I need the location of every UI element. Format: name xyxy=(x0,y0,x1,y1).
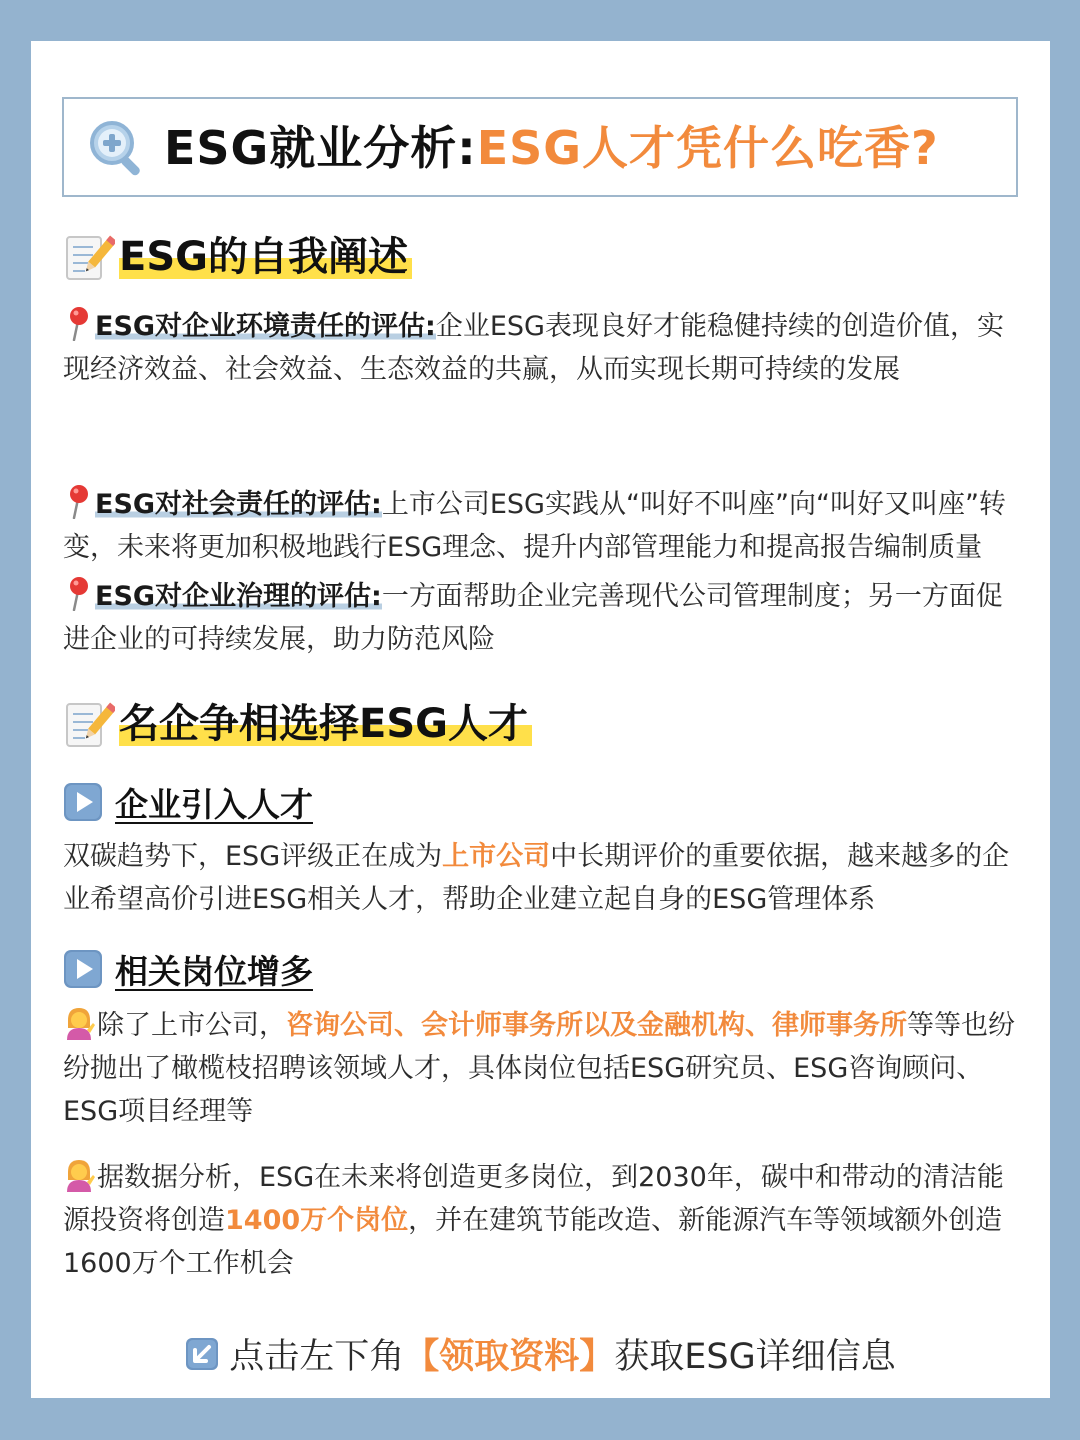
text-segment: 等等也纷纷抛出了橄榄枝招聘该领域人才，具体岗位包括ESG研究员、ESG咨询顾问、ESG项目经理等 xyxy=(63,1010,1015,1127)
item-text: 上市公司ESG实践从“叫好不叫座”向“叫好又叫座”转变，未来将更加积极地践行ESG理念、提升内部管理能力和提高报告编制质量 xyxy=(63,489,1006,563)
item-lead: ESG对社会责任的评估: xyxy=(95,489,382,520)
content-card xyxy=(31,41,1050,1398)
item-text: 一方面帮助企业完善现代公司管理制度；另一方面促进企业的可持续发展，助力防范风险 xyxy=(63,581,1003,655)
page-title xyxy=(164,115,939,181)
text-segment: 中长期评价的重要依据，越来越多的企业希望高价引进ESG相关人才，帮助企业建立起自身的ESG管理体系 xyxy=(63,841,1010,915)
round-pushpin-icon xyxy=(63,575,93,611)
item-text: 企业ESG表现良好才能稳健持续的创造价值，实现经济效益、社会效益、生态效益的共赢，从而实现长期可持续的发展 xyxy=(63,311,1004,385)
item-lead: ESG对企业治理的评估: xyxy=(95,581,382,612)
sub-title-1: 企业引入人才 xyxy=(115,784,313,824)
footer-cta-link[interactable]: 【领取资料】 xyxy=(404,1337,615,1377)
highlight-listed-company: 上市公司 xyxy=(442,841,551,872)
section-title-2: 名企争相选择ESG人才 xyxy=(119,698,532,750)
person-tipping-hand-icon xyxy=(63,1158,95,1192)
section-heading-2 xyxy=(63,696,532,752)
list-item-governance xyxy=(63,575,1028,661)
memo-icon xyxy=(63,698,115,750)
list-item-social xyxy=(63,483,1028,569)
paragraph-jobs-2 xyxy=(63,1156,1028,1285)
paragraph-jobs-1 xyxy=(63,1004,1028,1133)
sub-title-2: 相关岗位增多 xyxy=(115,951,313,991)
down-left-arrow-icon xyxy=(185,1337,219,1371)
section-heading-1 xyxy=(63,229,412,285)
title-box xyxy=(62,97,1018,197)
highlight-job-count: 1400万个岗位 xyxy=(225,1205,409,1236)
highlight-institutions: 咨询公司、会计师事务所以及金融机构、律师事务所 xyxy=(286,1010,907,1041)
footer-cta xyxy=(31,1329,1050,1379)
sub-heading-2 xyxy=(63,946,313,992)
text-segment: 双碳趋势下，ESG评级正在成为 xyxy=(63,841,443,872)
text-segment: 除了上市公司， xyxy=(97,1010,286,1041)
play-button-icon xyxy=(63,949,103,989)
title-part-2: ESG人才凭什么吃香? xyxy=(476,121,939,175)
text-segment: ，并在建筑节能改造、新能源汽车等领域额外创造1600万个工作机会 xyxy=(63,1205,1003,1279)
round-pushpin-icon xyxy=(63,305,93,341)
title-part-1: ESG就业分析: xyxy=(164,121,477,175)
round-pushpin-icon xyxy=(63,483,93,519)
footer-text: 获取ESG详细信息 xyxy=(614,1337,896,1377)
memo-icon xyxy=(63,231,115,283)
paragraph-talent xyxy=(63,835,1028,921)
list-item-environment xyxy=(63,305,1028,391)
play-button-icon xyxy=(63,782,103,822)
magnifier-plus-icon xyxy=(86,117,150,181)
item-lead: ESG对企业环境责任的评估: xyxy=(95,311,436,342)
text-segment: 据数据分析，ESG在未来将创造更多岗位，到2030年，碳中和带动的清洁能源投资将创造 xyxy=(63,1162,1004,1236)
sub-heading-1 xyxy=(63,779,313,825)
footer-text: 点击左下角 xyxy=(229,1337,405,1377)
section-title-1: ESG的自我阐述 xyxy=(119,231,412,283)
person-tipping-hand-icon xyxy=(63,1006,95,1040)
